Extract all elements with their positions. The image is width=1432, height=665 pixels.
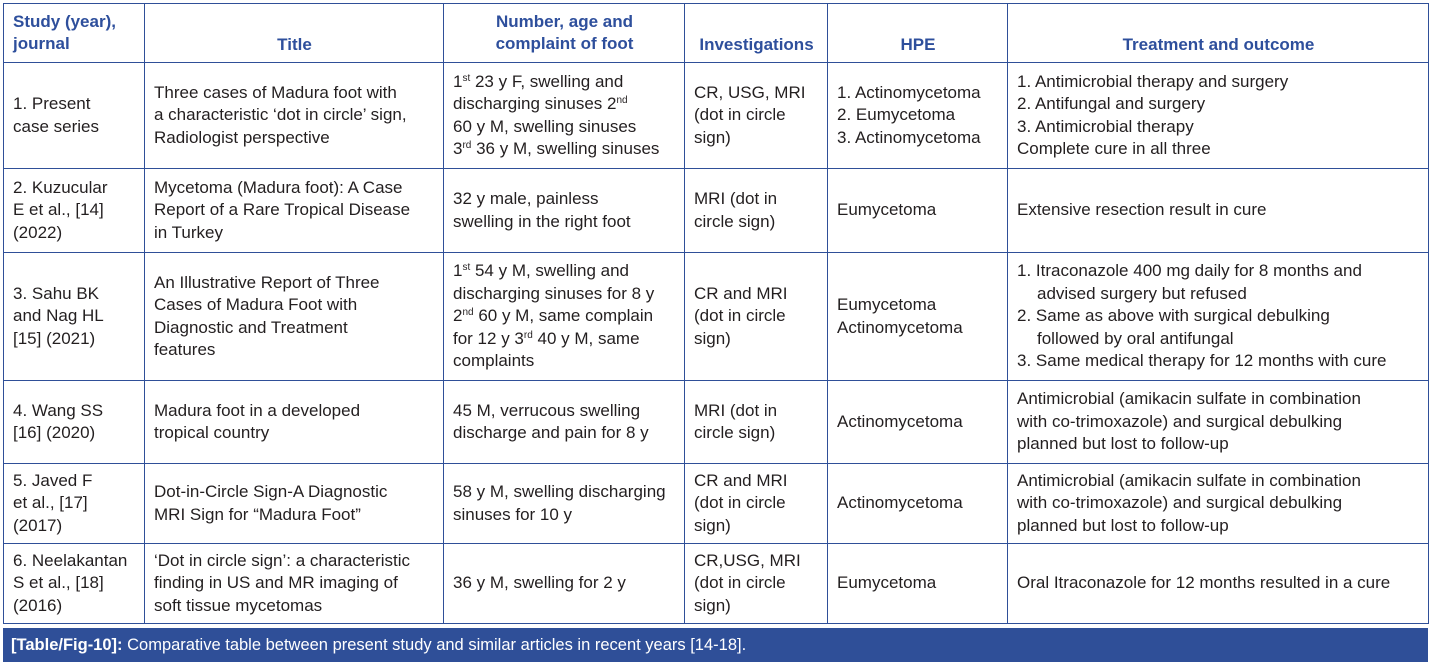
header-treatment: Treatment and outcome [1008,4,1429,63]
cell-hpe: Eumycetoma Actinomycetoma [828,253,1008,381]
table-row [4,63,1429,169]
comparison-table-wrapper [3,3,1428,624]
header-investigations: Investigations [685,4,828,63]
header-study: Study (year), journal [4,4,145,63]
comparison-table [3,3,1429,624]
cell-title: ‘Dot in circle sign’: a characteristic finding in US and MR imaging of soft tissue mycetomas [145,544,444,624]
table-row [4,544,1429,624]
table-row [4,464,1429,544]
cell-number: 1st 23 y F, swelling and discharging sinuses 2nd 60 y M, swelling sinuses 3rd 36 y M, swelling sinuses [444,63,685,169]
cell-investigations: CR and MRI (dot in circle sign) [685,253,828,381]
cell-study: 4. Wang SS [16] (2020) [4,381,145,464]
cell-hpe: Eumycetoma [828,169,1008,253]
cell-title: An Illustrative Report of Three Cases of Madura Foot with Diagnostic and Treatment features [145,253,444,381]
cell-hpe: Actinomycetoma [828,381,1008,464]
header-title: Title [145,4,444,63]
cell-study: 2. Kuzucular E et al., [14] (2022) [4,169,145,253]
cell-title: Dot-in-Circle Sign-A Diagnostic MRI Sign for “Madura Foot” [145,464,444,544]
cell-treatment: Extensive resection result in cure [1008,169,1429,253]
table-row [4,381,1429,464]
header-number: Number, age and complaint of foot [444,4,685,63]
cell-investigations: CR,USG, MRI (dot in circle sign) [685,544,828,624]
cell-hpe: Actinomycetoma [828,464,1008,544]
cell-number: 58 y M, swelling discharging sinuses for 10 y [444,464,685,544]
cell-number: 45 M, verrucous swelling discharge and pain for 8 y [444,381,685,464]
caption-text: Comparative table between present study and similar articles in recent years [14-18]. [122,636,747,654]
header-hpe: HPE [828,4,1008,63]
cell-number: 32 y male, painless swelling in the right foot [444,169,685,253]
cell-title: Madura foot in a developed tropical country [145,381,444,464]
cell-number: 36 y M, swelling for 2 y [444,544,685,624]
cell-study: 5. Javed F et al., [17] (2017) [4,464,145,544]
cell-hpe: 1. Actinomycetoma 2. Eumycetoma 3. Actinomycetoma [828,63,1008,169]
table-row [4,169,1429,253]
table-caption [3,628,1428,662]
cell-investigations: MRI (dot in circle sign) [685,381,828,464]
cell-investigations: CR and MRI (dot in circle sign) [685,464,828,544]
cell-hpe: Eumycetoma [828,544,1008,624]
cell-investigations: MRI (dot in circle sign) [685,169,828,253]
cell-investigations: CR, USG, MRI (dot in circle sign) [685,63,828,169]
cell-treatment: Antimicrobial (amikacin sulfate in combination with co-trimoxazole) and surgical debulking planned but lost to follow-up [1008,381,1429,464]
cell-treatment: Oral Itraconazole for 12 months resulted in a cure [1008,544,1429,624]
cell-study: 6. Neelakantan S et al., [18] (2016) [4,544,145,624]
cell-treatment: Antimicrobial (amikacin sulfate in combination with co-trimoxazole) and surgical debulking planned but lost to follow-up [1008,464,1429,544]
table-row [4,253,1429,381]
cell-treatment: 1. Antimicrobial therapy and surgery 2. Antifungal and surgery 3. Antimicrobial therapy Complete cure in all three [1008,63,1429,169]
cell-study: 3. Sahu BK and Nag HL [15] (2021) [4,253,145,381]
header-row [4,4,1429,63]
cell-treatment: 1. Itraconazole 400 mg daily for 8 months and advised surgery but refused 2. Same as above with surgical debulking followed by oral antifungal 3. Same medical therapy for 12 months with cure [1008,253,1429,381]
cell-study: 1. Present case series [4,63,145,169]
cell-number: 1st 54 y M, swelling and discharging sinuses for 8 y 2nd 60 y M, same complain for 12 y 3rd 40 y M, same complaints [444,253,685,381]
cell-title: Three cases of Madura foot with a characteristic ‘dot in circle’ sign, Radiologist perspective [145,63,444,169]
caption-label: [Table/Fig-10]: [11,636,123,654]
cell-title: Mycetoma (Madura foot): A Case Report of a Rare Tropical Disease in Turkey [145,169,444,253]
